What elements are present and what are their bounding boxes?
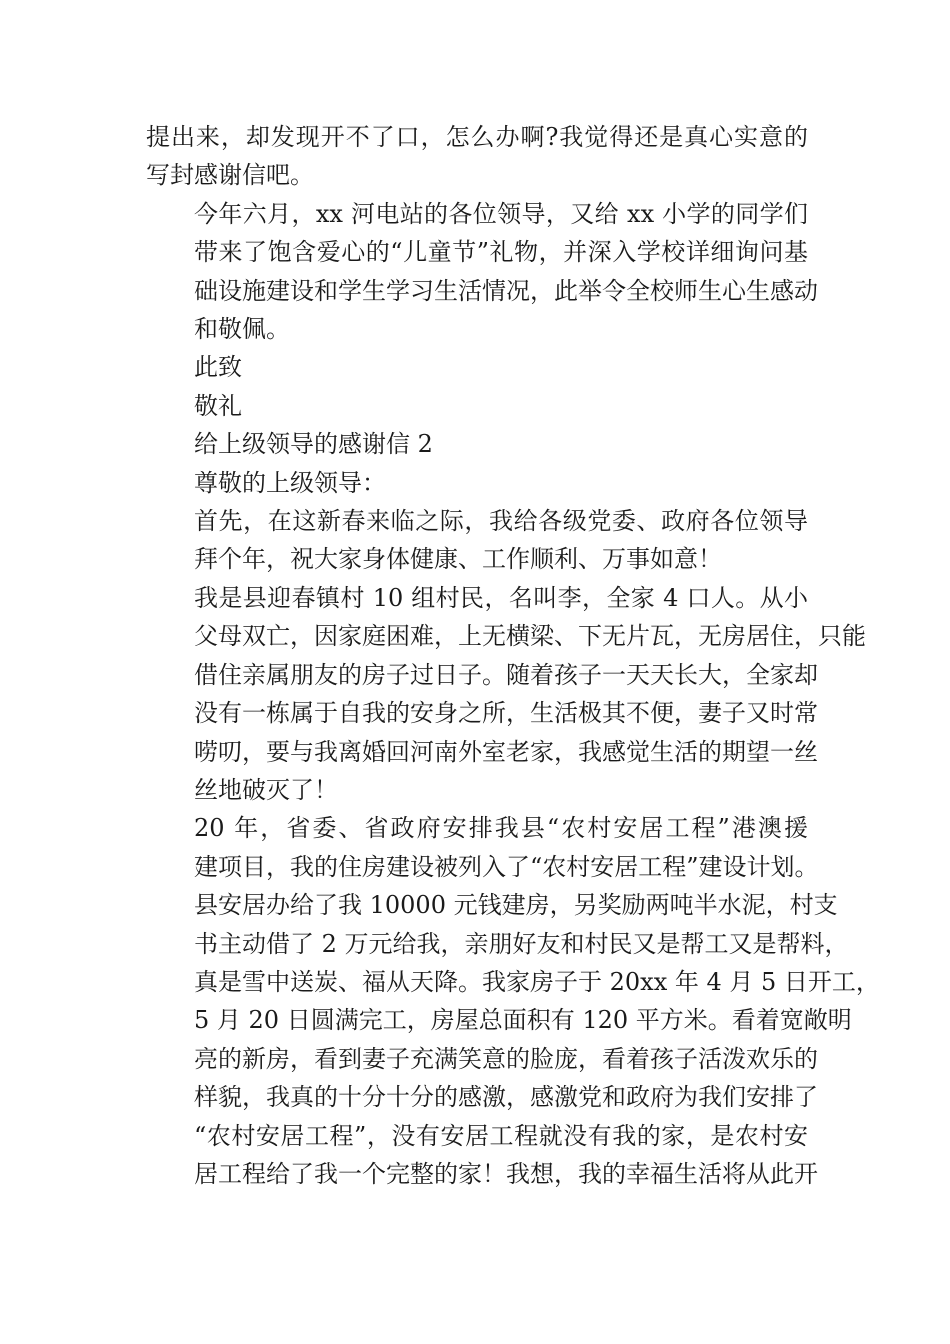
text-line: 居工程给了我一个完整的家！我想，我的幸福生活将从此开 — [194, 1159, 818, 1188]
paragraph — [146, 579, 866, 809]
text-line: 和敬佩。 — [194, 315, 290, 344]
text-line: 县安居办给了我 10000 元钱建房，另奖励两吨半水泥，村支 — [194, 891, 838, 920]
text-line: 借住亲属朋友的房子过日子。随着孩子一天天长大，全家却 — [194, 660, 818, 689]
paragraph — [146, 348, 808, 386]
text-line: 写封感谢信吧。 — [146, 161, 314, 190]
document-body — [146, 118, 880, 1193]
text-line: “农村安居工程”，没有安居工程就没有我的家，是农村安 — [194, 1121, 808, 1150]
text-line: 5 月 20 日圆满完工，房屋总面积有 120 平方米。看着宽敞明 — [194, 1006, 852, 1035]
text-line: 今年六月，xx 河电站的各位领导，又给 xx 小学的同学们 — [194, 199, 808, 228]
text-line: 拜个年，祝大家身体健康、工作顺利、万事如意！ — [194, 545, 722, 574]
paragraph — [146, 118, 808, 195]
text-line: 我是县迎春镇村 10 组村民，名叫李，全家 4 口人。从小 — [194, 583, 808, 612]
text-line: 敬礼 — [194, 391, 242, 420]
text-line: 丝地破灭了！ — [194, 775, 338, 804]
text-line: 尊敬的上级领导： — [194, 468, 386, 497]
paragraph — [146, 387, 808, 425]
text-line: 样貌，我真的十分十分的感激，感激党和政府为我们安排了 — [194, 1083, 818, 1112]
text-line: 20 年，省委、省政府安排我县“农村安居工程”港澳援 — [194, 814, 808, 843]
text-line: 真是雪中送炭、福从天降。我家房子于 20xx 年 4 月 5 日开工， — [194, 967, 880, 996]
text-line: 父母双亡，因家庭困难，上无横梁、下无片瓦，无房居住，只能 — [194, 622, 866, 651]
paragraph — [146, 195, 818, 349]
paragraph — [146, 464, 808, 502]
paragraph — [146, 502, 808, 579]
text-line: 没有一栋属于自我的安身之所，生活极其不便，妻子又时常 — [194, 699, 818, 728]
paragraph — [146, 425, 808, 463]
text-line: 亮的新房，看到妻子充满笑意的脸庞，看着孩子活泼欢乐的 — [194, 1044, 818, 1073]
text-line: 带来了饱含爱心的“儿童节”礼物，并深入学校详细询问基 — [194, 238, 808, 267]
text-line: 此致 — [194, 353, 242, 382]
text-line: 唠叨，要与我离婚回河南外室老家，我感觉生活的期望一丝 — [194, 737, 818, 766]
text-line: 书主动借了 2 万元给我，亲朋好友和村民又是帮工又是帮料， — [194, 929, 849, 958]
text-line: 给上级领导的感谢信 2 — [194, 430, 433, 459]
paragraph — [146, 809, 880, 1193]
text-line: 首先，在这新春来临之际，我给各级党委、政府各位领导 — [194, 507, 808, 536]
text-line: 建项目，我的住房建设被列入了“农村安居工程”建设计划。 — [194, 852, 819, 881]
text-line: 提出来，却发现开不了口，怎么办啊?我觉得还是真心实意的 — [146, 123, 808, 151]
text-line: 础设施建设和学生学习生活情况，此举令全校师生心生感动 — [194, 276, 818, 305]
